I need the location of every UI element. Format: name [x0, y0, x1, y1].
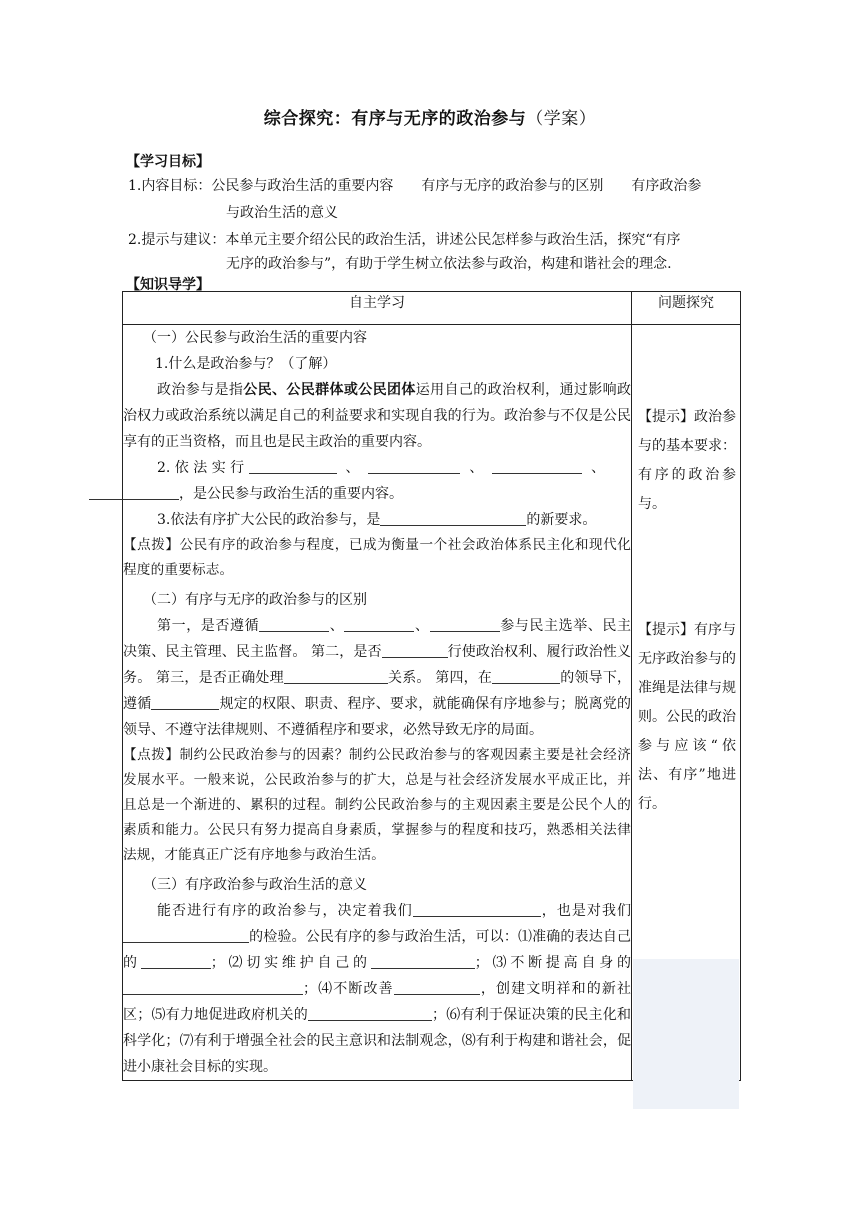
shaded-area [633, 959, 739, 1109]
fill-blank[interactable] [430, 616, 500, 632]
fill-blank[interactable] [344, 616, 414, 632]
definition-paragraph: 政治参与是指公民、公民群体或公民团体运用自己的政治权利，通过影响政治权力或政治系统以满足自己的利益要求和实现自我的行为。政治参与不仅是公民享有的正当资格，而且也是民主政治的重要内容。 [123, 382, 631, 450]
guide-heading: 【知识导学】 [126, 277, 210, 293]
hint-2: 【提示】有序与无序政治参与的准绳是法律与规则。公民的政治参与应该“依法、有序”地进行。 [638, 622, 736, 812]
section-1-title: （一）公民参与政治生活的重要内容 [143, 330, 367, 346]
fill-blank[interactable] [151, 694, 219, 710]
guide-table [122, 291, 741, 1081]
fill-blank[interactable] [394, 979, 480, 995]
definition-bold: 公民、公民群体或公民团体 [243, 382, 416, 398]
objective-1-line-1: 1.内容目标：公民参与政治生活的重要内容 有序与无序的政治参与的区别 有序政治参 [128, 178, 702, 194]
hint-1: 【提示】政治参与的基本要求：有序的政治参与。 [638, 409, 736, 512]
objectives-heading: 【学习目标】 [126, 154, 210, 170]
col-header-self-study: 自主学习 [123, 292, 632, 325]
fill-blank[interactable] [141, 953, 211, 969]
question-1: 1.什么是政治参与？（了解） [155, 356, 337, 372]
fill-blank[interactable] [382, 642, 448, 658]
question-3: 3.依法有序扩大公民的政治参与，是 的新要求。 [157, 512, 597, 528]
fill-blank[interactable] [284, 668, 388, 684]
fill-blank[interactable] [371, 953, 475, 969]
objective-1-line-2: 与政治生活的意义 [226, 205, 338, 221]
tip-1: 【点拨】公民有序的政治参与程度，已成为衡量一个社会政治体系民主化和现代化程度的重要标志。 [123, 537, 631, 578]
section-2-paragraph: 第一，是否遵循 、 、 参与民主选举、民主决策、民主管理、民主监督。 第二，是否 行使政治权利、履行政治性义务。 第三，是否正确处理 关系。 第四，在 的领导下，遵循 规定的权限、职责、程序、要求，就能确保有序地参与；脱离党的领导、不遵守法律规则、不遵循程序和要求，必然导致无序的局面。 [123, 618, 632, 738]
fill-blank[interactable] [380, 510, 526, 526]
col-header-inquiry: 问题探究 [632, 292, 741, 325]
page-title [0, 104, 860, 129]
section-3-title: （三）有序政治参与政治生活的意义 [143, 877, 367, 893]
tip-2: 【点拨】制约公民政治参与的因素？制约公民政治参与的客观因素主要是社会经济发展水平。一般来说，公民政治参与的扩大，总是与社会经济发展水平成正比，并且总是一个渐进的、累积的过程。制约公民政治参与的主观因素主要是公民个人的素质和能力。公民只有努力提高自身素质，掌握参与的程度和技巧，熟悉相关法律法规，才能真正广泛有序地参与政治生活。 [123, 747, 631, 863]
fill-blank[interactable] [492, 458, 582, 474]
title-paren: （学案） [526, 109, 597, 129]
fill-blank[interactable] [123, 927, 249, 943]
section-2-title: （二）有序与无序的政治参与的区别 [143, 592, 367, 608]
section-3-paragraph: 能否进行有序的政治参与，决定着我们 ，也是对我们的检验。公民有序的参与政治生活，可以：⑴准确的表达自己的 ；⑵切实维护自己的 ；⑶不断提高自身的；⑷不断改善 ，创建文明祥和的新社区；⑸有力地促进政府机关的 ；⑹有利于保证决策的民主化和科学化；⑺有利于增强全社会的民主意识和法制观念，⑻有利于构建和谐社会，促进小康社会目标的实现。 [123, 903, 632, 1075]
objective-2-line-1: 2.提示与建议：本单元主要介绍公民的政治生活，讲述公民怎样参与政治生活，探究“有序 [128, 232, 681, 248]
fill-blank[interactable] [492, 668, 560, 684]
fill-blank[interactable] [123, 979, 303, 995]
title-main: 综合探究：有序与无序的政治参与 [263, 109, 527, 129]
objective-2-line-2: 无序的政治参与”，有助于学生树立依法参与政治，构建和谐社会的理念. [226, 256, 672, 272]
fill-blank[interactable] [308, 1005, 432, 1021]
fill-blank[interactable] [368, 458, 460, 474]
fill-blank[interactable] [89, 484, 179, 500]
fill-blank[interactable] [413, 901, 541, 917]
fill-blank[interactable] [249, 458, 337, 474]
self-study-cell [123, 325, 632, 1081]
question-2: 2. 依 法 实 行 、 、 、 ，是公民参与政治生活的重要内容。 [123, 455, 631, 507]
inquiry-cell [632, 325, 741, 1081]
fill-blank[interactable] [259, 616, 329, 632]
